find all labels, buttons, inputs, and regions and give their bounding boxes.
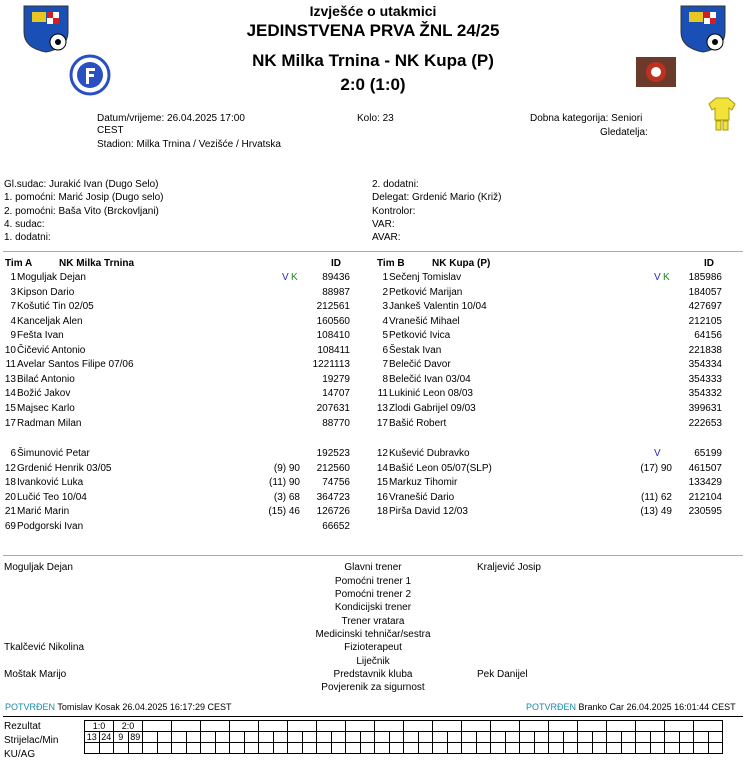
team-b-name: NK Kupa (P) xyxy=(432,258,491,269)
match-score: 2:0 (1:0) xyxy=(340,75,406,94)
score-cell xyxy=(636,721,665,732)
player-name: Bašić Leon 05/07(SLP) xyxy=(389,462,492,474)
grid-cell xyxy=(404,732,419,743)
confirm-left xyxy=(5,702,231,712)
score-cell xyxy=(404,721,433,732)
datetime-value: 26.04.2025 17:00 xyxy=(167,113,245,124)
player-number: 5 xyxy=(382,330,388,342)
player-number: 13 xyxy=(4,373,16,385)
grid-cell xyxy=(230,743,245,754)
player-name: Marić Marin xyxy=(17,506,70,518)
away-staff-name: Pek Danijel xyxy=(477,669,528,680)
player-id: 184057 xyxy=(688,286,722,298)
grid-cell xyxy=(520,732,535,743)
grid-cell xyxy=(143,732,158,743)
grid-cell xyxy=(273,743,288,754)
home-staff-name: Moguljak Dejan xyxy=(4,562,73,573)
player-name: Majsec Karlo xyxy=(17,402,75,414)
category-value: Seniori xyxy=(611,113,643,124)
score-cell xyxy=(143,721,172,732)
player-id: 354333 xyxy=(688,373,722,385)
player-name: Kanceljak Alen xyxy=(17,315,83,327)
player-number: 13 xyxy=(376,402,388,414)
player-number: 1 xyxy=(10,272,16,283)
grid-cell xyxy=(346,743,361,754)
grid-cell xyxy=(665,732,680,743)
scorer-label: Strijelac/Min xyxy=(4,735,59,746)
captain-mark: K xyxy=(663,272,670,283)
score-cell xyxy=(172,721,201,732)
player-id: 133429 xyxy=(688,477,722,489)
player-number: 2 xyxy=(382,286,388,298)
player-name: Ivanković Luka xyxy=(17,477,84,489)
player-number: 17 xyxy=(4,417,16,429)
stadium xyxy=(97,139,281,150)
sub-minute: (15) 46 xyxy=(268,506,300,518)
grid-cell xyxy=(592,743,607,754)
player-name: Košutić Tin 02/05 xyxy=(17,301,94,313)
round xyxy=(357,113,394,124)
grid-cell xyxy=(186,743,201,754)
away-team-name: NK Kupa (P) xyxy=(394,51,494,70)
score-cell xyxy=(462,721,491,732)
player-number: 21 xyxy=(4,506,16,518)
player-number: 6 xyxy=(382,344,388,356)
player-id: 364723 xyxy=(316,491,350,503)
player-id: 89436 xyxy=(322,272,350,283)
divider xyxy=(3,716,743,717)
grid-cell xyxy=(201,732,216,743)
grid-cell xyxy=(607,732,622,743)
score-cell: 2:0 xyxy=(114,721,143,732)
player-name: Kipson Dario xyxy=(17,286,75,298)
player-id: 222653 xyxy=(688,417,722,429)
grid-cell xyxy=(317,732,332,743)
team-separator: - xyxy=(379,51,395,70)
cards-label: KU/AG xyxy=(4,749,36,760)
home-staff-name: Moštak Marijo xyxy=(4,669,67,680)
player-number: 9 xyxy=(10,330,16,342)
player-id: 108410 xyxy=(316,330,350,342)
grid-cell xyxy=(636,732,651,743)
score-cell xyxy=(346,721,375,732)
grid-cell xyxy=(563,743,578,754)
player-id: 108411 xyxy=(317,344,350,356)
team-a-label: Tim A xyxy=(5,258,33,269)
grid-cell xyxy=(491,732,506,743)
grid-cell xyxy=(549,732,564,743)
grid-cell xyxy=(418,743,433,754)
player-number: 1 xyxy=(382,272,388,283)
official-left: 4. sudac: xyxy=(4,218,45,230)
score-cell xyxy=(520,721,549,732)
player-name: Radman Milan xyxy=(17,417,82,429)
player-id: 160560 xyxy=(316,315,350,327)
divider xyxy=(3,251,743,252)
confirm-left-tag: POTVRĐEN xyxy=(5,702,56,712)
player-name: Vranešić Dario xyxy=(389,491,455,503)
player-id: 74756 xyxy=(322,477,350,489)
grid-cell xyxy=(447,743,462,754)
stadium-label: Stadion: xyxy=(97,139,134,150)
grid-cell xyxy=(375,732,390,743)
away-staff-name: Kraljević Josip xyxy=(477,562,541,573)
team-b-label: Tim B xyxy=(377,258,405,269)
player-name: Podgorski Ivan xyxy=(17,520,84,532)
sub-minute: (3) 68 xyxy=(273,491,300,503)
grid-cell: 13 xyxy=(85,732,100,743)
player-id: 88987 xyxy=(322,286,350,298)
player-id: 212561 xyxy=(316,301,350,313)
player-number: 14 xyxy=(4,388,16,400)
official-right: VAR: xyxy=(372,218,395,230)
player-name: Lučić Teo 10/04 xyxy=(17,491,87,503)
staff-role: Liječnik xyxy=(356,656,390,667)
player-name: Lukinić Leon 08/03 xyxy=(389,388,473,400)
grid-cell xyxy=(621,743,636,754)
player-id: 221838 xyxy=(688,344,722,356)
score-cell xyxy=(259,721,288,732)
goalkeeper-mark: V xyxy=(654,272,661,283)
player-id: 1221113 xyxy=(312,359,350,371)
player-number: 12 xyxy=(376,448,388,459)
datetime-label: Datum/vrijeme: xyxy=(97,113,165,124)
grid-cell xyxy=(389,732,404,743)
grid-cell xyxy=(694,743,709,754)
grid-cell xyxy=(114,743,129,754)
player-number: 12 xyxy=(4,462,16,474)
player-number: 15 xyxy=(376,477,388,489)
captain-mark: K xyxy=(291,272,298,283)
grid-cell xyxy=(491,743,506,754)
player-id: 212105 xyxy=(688,315,722,327)
grid-cell xyxy=(302,732,317,743)
player-number: 14 xyxy=(376,462,388,474)
grid-cell xyxy=(259,743,274,754)
score-cell xyxy=(230,721,259,732)
grid-cell xyxy=(433,743,448,754)
player-number: 10 xyxy=(4,344,16,356)
grid-cell xyxy=(578,732,593,743)
staff-role: Fizioterapeut xyxy=(344,642,402,653)
results-row xyxy=(85,732,723,743)
home-staff-name: Tkalčević Nikolina xyxy=(4,642,85,653)
grid-cell: 9 xyxy=(114,732,129,743)
player-id: 427697 xyxy=(688,301,722,313)
staff-role: Povjerenik za sigurnost xyxy=(321,682,425,693)
player-id: 185986 xyxy=(688,272,722,283)
player-id: 19279 xyxy=(322,373,350,385)
player-name: Čičević Antonio xyxy=(17,344,86,356)
grid-cell xyxy=(650,743,665,754)
grid-cell xyxy=(360,732,375,743)
player-name: Moguljak Dejan xyxy=(17,272,86,283)
grid-cell xyxy=(462,732,477,743)
grid-cell xyxy=(259,732,274,743)
player-number: 17 xyxy=(376,417,388,429)
grid-cell xyxy=(621,732,636,743)
player-number: 4 xyxy=(10,315,16,327)
official-right: Kontrolor: xyxy=(372,205,416,217)
score-cell xyxy=(694,721,723,732)
staff-role: Glavni trener xyxy=(344,562,402,573)
player-number: 7 xyxy=(382,359,388,371)
grid-cell xyxy=(172,732,187,743)
grid-cell xyxy=(317,743,332,754)
player-id: 64156 xyxy=(694,330,722,342)
player-name: Belečić Davor xyxy=(389,359,451,371)
grid-cell xyxy=(476,732,491,743)
score-cell xyxy=(201,721,230,732)
grid-cell xyxy=(505,732,520,743)
player-name: Markuz Tihomir xyxy=(389,477,458,489)
stadium-value: Milka Trnina / Vezišće / Hrvatska xyxy=(136,139,281,150)
grid-cell xyxy=(331,732,346,743)
player-id: 354332 xyxy=(688,388,722,400)
grid-cell xyxy=(302,743,317,754)
player-name: Bašić Robert xyxy=(389,417,447,429)
age-category xyxy=(530,113,642,124)
player-id: 212104 xyxy=(688,491,722,503)
score-cell xyxy=(491,721,520,732)
score-cell xyxy=(549,721,578,732)
score-cell xyxy=(288,721,317,732)
player-number: 16 xyxy=(376,491,388,503)
grid-cell xyxy=(607,743,622,754)
grid-cell xyxy=(273,732,288,743)
grid-cell xyxy=(157,743,172,754)
player-id: 65199 xyxy=(694,448,722,459)
player-name: Šimunović Petar xyxy=(17,448,90,459)
grid-cell xyxy=(244,732,259,743)
staff-role: Pomoćni trener 2 xyxy=(334,589,412,600)
grid-cell xyxy=(534,743,549,754)
official-left: Gl.sudac: Jurakić Ivan (Dugo Selo) xyxy=(4,179,159,190)
staff-role: Predstavnik kluba xyxy=(333,669,413,680)
confirm-left-text: Tomislav Kosak 26.04.2025 16:17:29 CEST xyxy=(57,702,232,712)
score-cell: 1:0 xyxy=(85,721,114,732)
grid-cell xyxy=(520,743,535,754)
competition-title: JEDINSTVENA PRVA ŽNL 24/25 xyxy=(246,21,500,40)
category-label: Dobna kategorija: xyxy=(530,113,609,124)
score-cell xyxy=(317,721,346,732)
team-b-id-header: ID xyxy=(704,258,714,269)
grid-cell xyxy=(708,743,723,754)
staff-role: Kondicijski trener xyxy=(334,602,412,613)
grid-cell: 89 xyxy=(128,732,143,743)
grid-cell xyxy=(418,732,433,743)
player-id: 399631 xyxy=(688,402,722,414)
player-name: Sečenj Tomislav xyxy=(389,272,462,283)
grid-cell xyxy=(534,732,549,743)
score-cell xyxy=(607,721,636,732)
grid-cell xyxy=(433,732,448,743)
official-right: AVAR: xyxy=(372,232,401,244)
official-right: Delegat: Grdenić Mario (Križ) xyxy=(372,192,502,204)
confirm-right-text: Branko Car 26.04.2025 16:01:44 CEST xyxy=(578,702,736,712)
player-id: 354334 xyxy=(688,359,722,371)
player-name: Petković Ivica xyxy=(389,330,451,342)
result-label: Rezultat xyxy=(4,721,41,732)
grid-cell xyxy=(679,743,694,754)
official-left: 2. pomoćni: Baša Vito (Brckovljani) xyxy=(4,205,159,217)
score-cell xyxy=(433,721,462,732)
grid-cell xyxy=(215,743,230,754)
results-grid xyxy=(84,720,723,754)
grid-cell xyxy=(665,743,680,754)
player-name: Pirša David 12/03 xyxy=(389,506,468,518)
player-id: 126726 xyxy=(316,506,350,518)
player-number: 18 xyxy=(4,477,16,489)
player-name: Kušević Dubravko xyxy=(389,448,470,459)
official-right: 2. dodatni: xyxy=(372,179,419,190)
sub-minute: (11) 90 xyxy=(269,477,300,489)
player-number: 3 xyxy=(382,301,388,313)
player-name: Vranešić Mihael xyxy=(389,315,460,327)
official-left: 1. pomoćni: Marić Josip (Dugo selo) xyxy=(4,192,164,204)
round-value: 23 xyxy=(382,113,394,124)
player-number: 18 xyxy=(376,506,388,518)
match-title xyxy=(0,51,746,71)
grid-cell xyxy=(157,732,172,743)
grid-cell xyxy=(172,743,187,754)
player-id: 212560 xyxy=(316,462,350,474)
results-row xyxy=(85,721,723,732)
round-label: Kolo: xyxy=(357,113,380,124)
player-name: Jankeš Valentin 10/04 xyxy=(389,301,487,313)
score-cell xyxy=(578,721,607,732)
grid-cell xyxy=(331,743,346,754)
sub-minute: (11) 62 xyxy=(641,491,672,503)
player-name: Šestak Ivan xyxy=(389,344,442,356)
grid-cell xyxy=(404,743,419,754)
team-a-name: NK Milka Trnina xyxy=(59,258,135,269)
grid-cell: 24 xyxy=(99,732,114,743)
player-id: 207631 xyxy=(316,402,350,414)
player-name: Petković Marijan xyxy=(389,286,463,298)
grid-cell xyxy=(288,732,303,743)
datetime xyxy=(97,113,245,124)
player-name: Zlodi Gabrijel 09/03 xyxy=(389,402,476,414)
grid-cell xyxy=(230,732,245,743)
sub-minute: (13) 49 xyxy=(640,506,672,518)
grid-cell xyxy=(708,732,723,743)
divider xyxy=(3,555,743,556)
player-number: 6 xyxy=(10,448,16,459)
grid-cell xyxy=(128,743,143,754)
player-id: 461507 xyxy=(688,462,722,474)
grid-cell xyxy=(201,743,216,754)
grid-cell xyxy=(549,743,564,754)
grid-cell xyxy=(578,743,593,754)
player-id: 14707 xyxy=(322,388,350,400)
grid-cell xyxy=(592,732,607,743)
sub-minute: (9) 90 xyxy=(273,462,300,474)
player-id: 88770 xyxy=(322,417,350,429)
player-number: 69 xyxy=(4,520,16,532)
team-a-id-header: ID xyxy=(331,258,341,269)
player-id: 230595 xyxy=(688,506,722,518)
confirm-right-tag: POTVRĐEN xyxy=(526,702,577,712)
spectators: Gledatelja: xyxy=(600,127,648,138)
player-name: Bilać Antonio xyxy=(17,373,75,385)
player-name: Božić Jakov xyxy=(17,388,71,400)
sub-minute: (17) 90 xyxy=(640,462,672,474)
player-name: Fešta Ivan xyxy=(17,330,64,342)
grid-cell xyxy=(215,732,230,743)
player-number: 3 xyxy=(10,286,16,298)
staff-role: Trener vratara xyxy=(341,616,405,627)
timezone: CEST xyxy=(97,125,124,136)
grid-cell xyxy=(143,743,158,754)
grid-cell xyxy=(375,743,390,754)
jersey-icon xyxy=(708,96,736,136)
goalkeeper-mark: V xyxy=(282,272,289,283)
player-number: 8 xyxy=(382,373,388,385)
grid-cell xyxy=(389,743,404,754)
grid-cell xyxy=(288,743,303,754)
grid-cell xyxy=(476,743,491,754)
player-number: 20 xyxy=(4,491,16,503)
grid-cell xyxy=(679,732,694,743)
grid-cell xyxy=(462,743,477,754)
grid-cell xyxy=(650,732,665,743)
staff-role: Pomoćni trener 1 xyxy=(334,576,412,587)
player-number: 15 xyxy=(4,402,16,414)
report-title: Izvješće o utakmici xyxy=(309,3,437,19)
home-team-name: NK Milka Trnina xyxy=(252,51,380,70)
grid-cell xyxy=(636,743,651,754)
grid-cell xyxy=(563,732,578,743)
confirm-right xyxy=(526,702,736,712)
grid-cell xyxy=(186,732,201,743)
grid-cell xyxy=(447,732,462,743)
official-left: 1. dodatni: xyxy=(4,232,51,244)
staff-role: Medicinski tehničar/sestra xyxy=(315,629,431,640)
player-number: 4 xyxy=(382,315,388,327)
score-cell xyxy=(375,721,404,732)
player-id: 66652 xyxy=(322,520,350,532)
player-number: 11 xyxy=(5,359,16,371)
goalkeeper-mark: V xyxy=(654,448,661,459)
player-name: Belečić Ivan 03/04 xyxy=(389,373,471,385)
player-number: 11 xyxy=(377,388,388,400)
grid-cell xyxy=(99,743,114,754)
grid-cell xyxy=(85,743,100,754)
results-row xyxy=(85,743,723,754)
grid-cell xyxy=(346,732,361,743)
player-name: Avelar Santos Filipe 07/06 xyxy=(17,359,134,371)
player-name: Grdenić Henrik 03/05 xyxy=(17,462,112,474)
player-number: 7 xyxy=(10,301,16,313)
grid-cell xyxy=(505,743,520,754)
grid-cell xyxy=(694,732,709,743)
grid-cell xyxy=(244,743,259,754)
grid-cell xyxy=(360,743,375,754)
score-cell xyxy=(665,721,694,732)
player-id: 192523 xyxy=(316,448,350,459)
